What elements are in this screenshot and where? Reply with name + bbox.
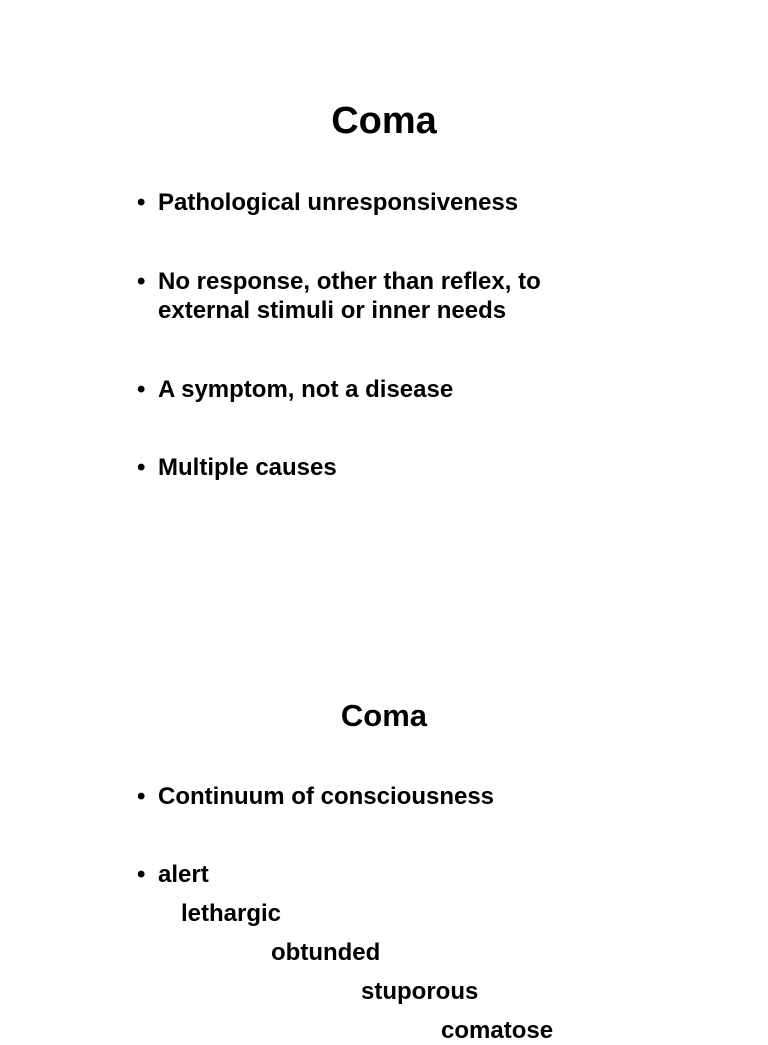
bullet-item: • alert [137, 861, 209, 888]
level-item: lethargic [181, 900, 282, 927]
level-item: stuporous [361, 978, 479, 1005]
level-item: comatose [441, 1017, 554, 1044]
bullet-item: • Multiple causes [137, 454, 337, 481]
bullet-item: • Continuum of consciousness [137, 783, 495, 810]
slide-title: Coma [340, 698, 428, 733]
slide-title: Coma [331, 100, 437, 142]
level-item: obtunded [271, 939, 381, 966]
bullet-item: • No response, other than reflex, to external stimuli or inner needs [137, 268, 541, 324]
bullet-item: • Pathological unresponsiveness [137, 189, 519, 216]
bullet-item: • A symptom, not a disease [137, 376, 454, 403]
